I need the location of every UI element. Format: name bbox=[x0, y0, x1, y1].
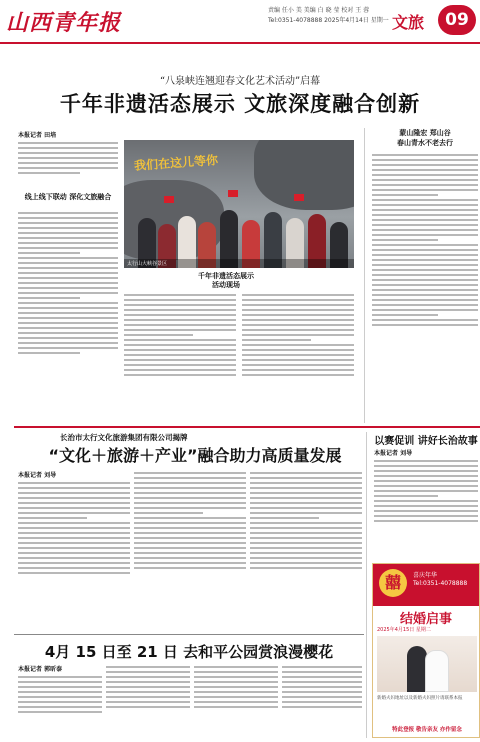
lead-headline: 千年非遗活态展示 文旅深度融合创新 bbox=[59, 92, 421, 116]
couple-photo bbox=[377, 636, 477, 692]
second-text-col2 bbox=[134, 470, 246, 630]
section-rule-1 bbox=[14, 426, 480, 428]
right-top-subhead bbox=[372, 128, 478, 148]
ad-title: 结婚启事 bbox=[399, 612, 452, 627]
second-text-col3 bbox=[250, 470, 362, 630]
ad-text: 新婚夫妇地址以及新婚夫妇照片请联系本报 bbox=[377, 696, 463, 701]
lead-text-col2 bbox=[124, 292, 236, 427]
lead-byline: 本报记者 田培 bbox=[18, 132, 57, 139]
third-headline: 4月 15 日至 21 日 去和平公园赏浪漫樱花 bbox=[44, 643, 334, 661]
right-mid-text bbox=[374, 458, 478, 560]
lead-text-col1b bbox=[18, 210, 118, 430]
third-text-col4 bbox=[282, 664, 362, 738]
ad-footer: 特此登报 敬告亲友 亦作留念 bbox=[392, 727, 462, 733]
right-top-subhead-line2: 春山青水不老去行 bbox=[397, 139, 453, 147]
right-mid-byline: 本报记者 刘导 bbox=[374, 450, 413, 457]
lead-text-col3 bbox=[242, 292, 354, 427]
second-text-col1 bbox=[18, 480, 130, 630]
page-number-badge: 09 bbox=[438, 5, 476, 35]
newspaper-logo: 山西青年报 bbox=[6, 10, 122, 36]
photo-banner-text: 我们在这儿等你 bbox=[133, 153, 219, 173]
second-headline: “文化＋旅游＋产业”融合助力高质量发展 bbox=[48, 446, 342, 465]
double-happiness-icon: 囍 bbox=[379, 569, 407, 597]
third-text-col3 bbox=[194, 664, 278, 738]
section-rule-2 bbox=[14, 634, 364, 635]
second-kicker: 长治市太行文化旅游集团有限公司揭牌 bbox=[60, 433, 188, 442]
ad-date: 2025年4月15日 星期二 bbox=[377, 627, 431, 633]
third-text-col1 bbox=[18, 674, 102, 738]
lead-text-col1a bbox=[18, 140, 118, 190]
ad-brand-tel: Tel:0351-4078888 bbox=[413, 580, 468, 587]
section-title: 文旅 bbox=[392, 13, 425, 32]
photo-caption: 太行山大峡谷景区 bbox=[124, 259, 354, 268]
ad-header bbox=[373, 564, 479, 606]
meta-date: Tel:0351-4078888 2025年4月14日 星期一 bbox=[268, 17, 389, 24]
right-top-text bbox=[372, 152, 478, 422]
right-mid-headline: 以赛促训 讲好长治故事 bbox=[374, 436, 478, 447]
third-byline: 本报记者 郭昕泰 bbox=[18, 666, 63, 673]
ad-brand-name: 喜庆年华 bbox=[413, 572, 438, 579]
photo-title-line2: 活动现场 bbox=[212, 281, 240, 289]
photo-title-line1: 千年非遗活态展示 bbox=[198, 272, 254, 280]
masthead bbox=[0, 0, 480, 44]
column-divider bbox=[364, 128, 365, 423]
lead-subhead: 线上线下联动 深化文旅融合 bbox=[24, 193, 112, 201]
column-divider-2 bbox=[366, 432, 367, 738]
second-byline: 本报记者 刘导 bbox=[18, 472, 57, 479]
right-top-subhead-line1: 蒙山隆宏 郑山谷 bbox=[399, 129, 451, 137]
lead-photo bbox=[124, 140, 354, 268]
photo-title bbox=[166, 272, 286, 290]
meta-editors: 责编 任小 美 美编 白 晓 莹 校对 王 蓉 bbox=[268, 7, 370, 14]
third-text-col2 bbox=[106, 664, 190, 738]
wedding-notice-ad bbox=[372, 563, 480, 738]
ad-brand bbox=[413, 572, 467, 588]
lead-kicker: “八泉峡连翘迎春文化艺术活动”启幕 bbox=[159, 76, 321, 87]
